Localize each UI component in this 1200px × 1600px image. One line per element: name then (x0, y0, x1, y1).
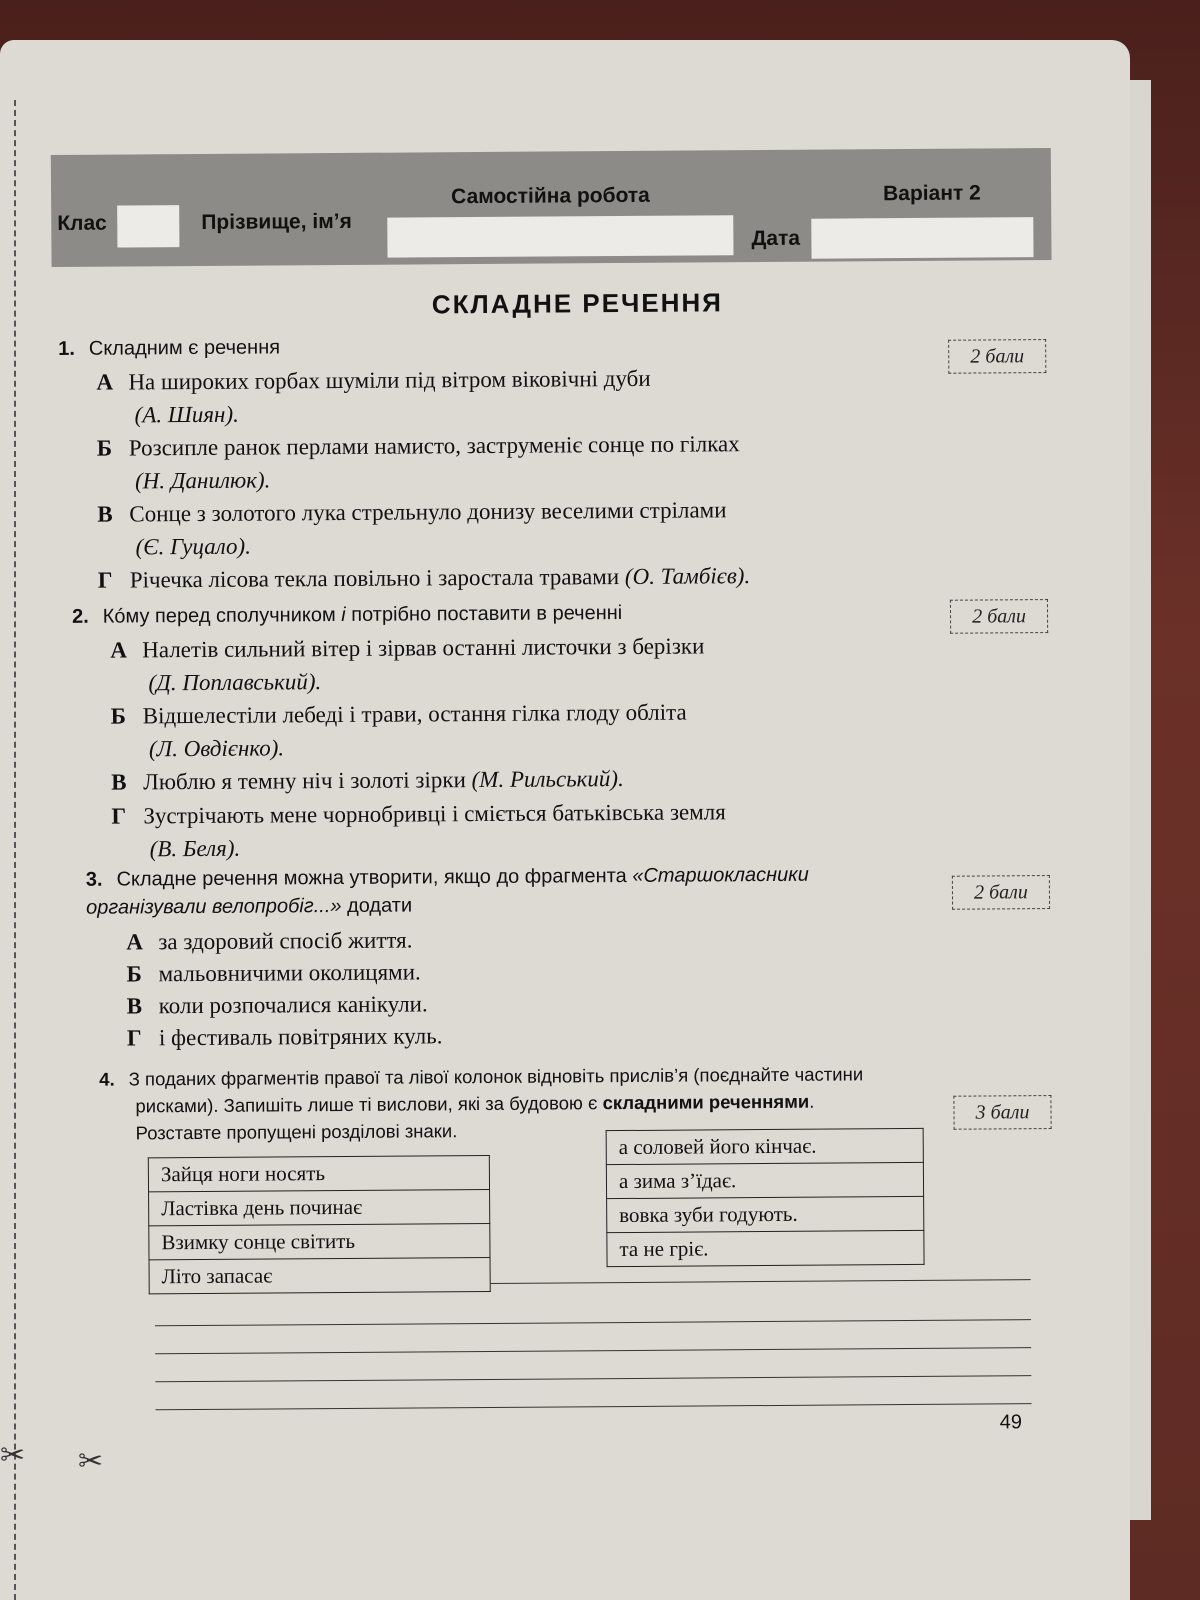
option-author: (О. Тамбієв). (624, 563, 751, 589)
option-letter: А (110, 637, 127, 663)
option-text: На широких горбах шуміли під вітром віковічні дуби (128, 365, 651, 395)
question-prompt: Кóму перед сполучником (102, 603, 342, 628)
option-a[interactable] (96, 362, 651, 432)
points-badge: 2 бали (950, 599, 1048, 634)
option-b[interactable] (97, 427, 740, 497)
date-field[interactable] (811, 217, 1033, 259)
workbook-page (0, 40, 1130, 1600)
table-row (607, 1230, 924, 1266)
option-letter: В (97, 501, 113, 527)
name-label: Прізвище, ім’я (201, 209, 352, 234)
table-cell[interactable]: а соловей його кінчає. (606, 1128, 923, 1164)
points-badge: 3 бали (953, 1095, 1051, 1130)
option-letter: В (126, 993, 143, 1019)
question-number: 3. (85, 868, 103, 891)
table-cell[interactable]: Зайця ноги носять (148, 1155, 489, 1191)
option-text: за здоровий спосіб життя. (158, 927, 413, 955)
option-author: (В. Беля). (149, 835, 241, 862)
name-field[interactable] (387, 215, 733, 257)
question-1-text (58, 336, 280, 361)
date-label: Дата (751, 226, 801, 251)
answer-line[interactable] (491, 1279, 1031, 1284)
option-text: Річечка лісова текла повільно і заростала травами (129, 564, 620, 593)
option-a[interactable] (126, 923, 412, 958)
option-letter: Б (126, 961, 142, 987)
table-cell[interactable]: а зима з’їдає. (606, 1162, 923, 1198)
table-row (149, 1223, 490, 1259)
option-text: і фестиваль повітряних куль. (158, 1023, 443, 1051)
question-number: 4. (99, 1068, 115, 1090)
variant-label: Варіант 2 (883, 181, 981, 206)
answer-line[interactable] (155, 1347, 1031, 1354)
scissors-icon: ✂ (78, 1444, 104, 1479)
table-row (148, 1155, 489, 1191)
option-a[interactable] (110, 629, 705, 699)
option-text: коли розпочалися канікули. (158, 991, 428, 1019)
question-prompt: Складним є речення (88, 336, 281, 360)
option-text: Сонце з золотого лука стрельнуло донизу веселими стрілами (129, 497, 727, 527)
question-2-text (72, 602, 622, 629)
class-field[interactable] (117, 205, 179, 247)
question-line-2-end: . (809, 1090, 815, 1112)
question-prompt: Складне речення можна утворити, якщо до фрагмента (116, 864, 633, 891)
question-3-text (86, 860, 906, 922)
option-text: Зустрічають мене чорнобривці і сміється батьківська земля (143, 799, 726, 829)
option-c[interactable] (97, 493, 727, 563)
option-author: (Є. Гуцало). (135, 533, 251, 560)
answer-line[interactable] (156, 1403, 1032, 1410)
cut-line (14, 100, 16, 1600)
table-cell[interactable]: Ластівка день починає (149, 1189, 490, 1225)
scissors-icon: ✂ (0, 1438, 26, 1473)
conjunction: і (341, 603, 346, 626)
option-letter: Г (126, 1025, 142, 1051)
question-line-2-bold: складними реченнями (602, 1090, 810, 1114)
option-author: (Н. Данилюк). (134, 467, 271, 494)
question-prompt-end: потрібно поставити в реченні (345, 602, 623, 626)
table-cell[interactable]: вовка зуби годують. (607, 1196, 924, 1232)
question-number: 2. (71, 605, 89, 628)
class-label: Клас (57, 211, 107, 235)
option-letter: Б (110, 703, 127, 729)
option-text: мальовничими околицями. (158, 959, 421, 987)
points-badge: 2 бали (948, 339, 1046, 374)
option-letter: В (111, 769, 127, 795)
option-text: Відшелестіли лебеді і трави, остання гілка глоду обліта (142, 699, 687, 729)
option-author: (Д. Поплавський). (148, 669, 322, 696)
option-author: (А. Шиян). (134, 401, 239, 428)
option-letter: Б (96, 435, 113, 461)
option-text: Люблю я темну ніч і золоті зірки (143, 767, 466, 795)
quoted-fragment: «Старшокласники організували велопробіг...» (85, 863, 809, 919)
option-letter: Г (111, 803, 127, 829)
option-b[interactable] (111, 696, 687, 766)
table-row (149, 1189, 490, 1225)
option-author: (М. Рильський). (471, 766, 624, 793)
table-row (606, 1128, 923, 1164)
option-text: Розсипле ранок перлами намисто, заструменіє сонце по гілках (128, 431, 740, 461)
question-line-1: З поданих фрагментів правої та лівої колонок відновіть прислів’я (поєднайте частини (128, 1063, 864, 1090)
option-c[interactable] (127, 987, 428, 1022)
left-column-table (148, 1155, 491, 1294)
question-prompt-end: додати (341, 894, 413, 917)
option-b[interactable] (126, 955, 420, 990)
page-content (50, 33, 1121, 1600)
option-text: Налетів сильний вітер і зірвав останні листочки з берізки (142, 633, 705, 663)
option-d[interactable] (111, 795, 726, 865)
question-line-2: рисками). Запишіть лише ті вислови, які за будовою є (135, 1092, 603, 1117)
table-row (607, 1196, 924, 1232)
option-letter: А (96, 369, 114, 395)
table-cell[interactable]: Взимку сонце світить (149, 1223, 490, 1259)
option-d[interactable] (127, 1019, 443, 1054)
option-d[interactable] (98, 559, 751, 597)
answer-line[interactable] (155, 1319, 1031, 1326)
answer-line[interactable] (155, 1375, 1031, 1382)
question-number: 1. (58, 337, 75, 360)
option-c[interactable] (111, 762, 624, 799)
option-letter: Г (97, 567, 113, 593)
section-title: СКЛАДНЕ РЕЧЕННЯ (431, 287, 723, 320)
table-row (149, 1257, 490, 1293)
table-cell[interactable]: та не гріє. (607, 1230, 924, 1266)
table-cell[interactable]: Літо запасає (149, 1257, 490, 1293)
points-badge: 2 бали (952, 875, 1050, 910)
page-number: 49 (999, 1411, 1023, 1434)
table-row (606, 1162, 923, 1198)
question-line-3: Розставте пропущені розділові знаки. (135, 1120, 458, 1144)
worksheet-title: Самостійна робота (451, 183, 650, 209)
option-letter: А (126, 929, 144, 955)
right-column-table (606, 1128, 925, 1267)
option-author: (Л. Овдієнко). (148, 735, 285, 762)
